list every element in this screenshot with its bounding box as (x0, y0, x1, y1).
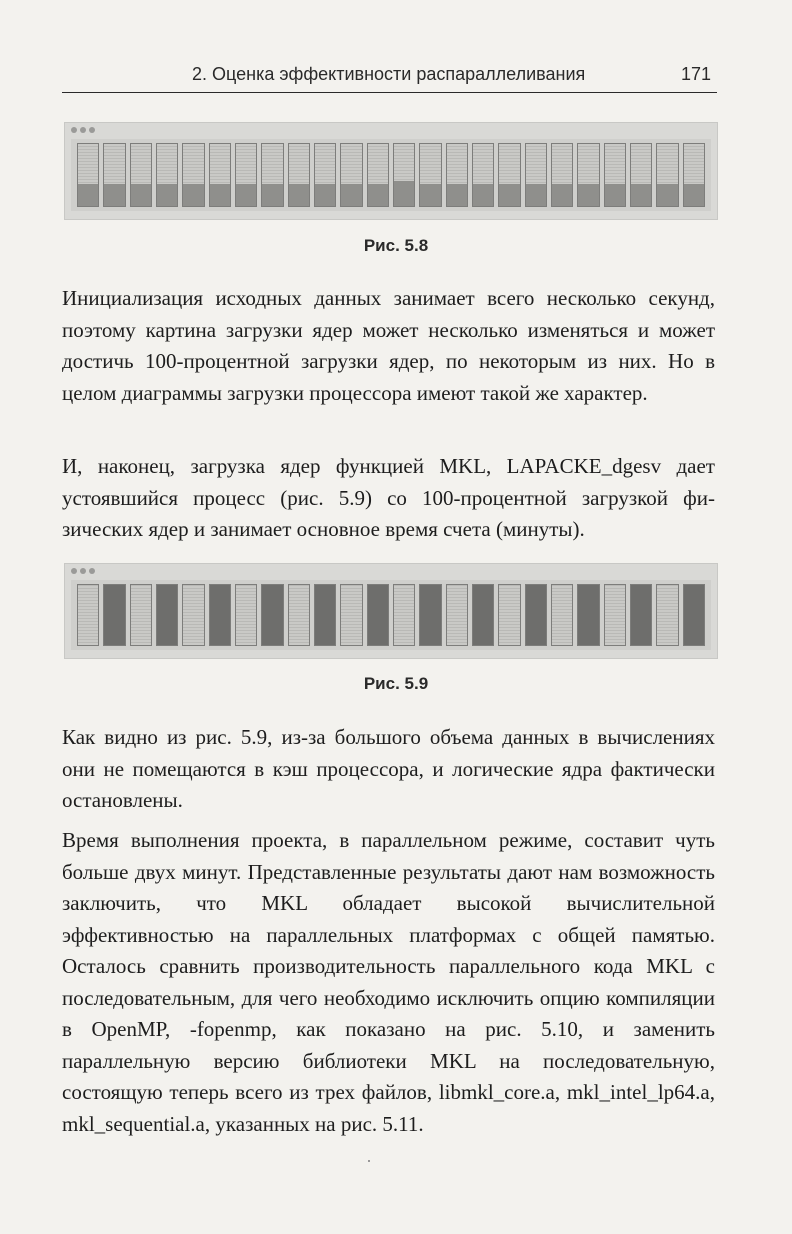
core-load-bar (472, 584, 494, 646)
page-number: 171 (680, 64, 711, 84)
figure-5-9-caption: Рис. 5.9 (363, 674, 429, 693)
core-load-bar (182, 584, 204, 646)
core-load-fill (420, 585, 440, 645)
core-load-fill (183, 184, 203, 206)
core-load-bar (261, 584, 283, 646)
paragraph-execution-time: Время выполнения проекта, в параллельном режиме, составит чуть больше двух минут. Представленные результаты дают нам возможность заключить, что MKL обладает высокой вычислительной эффективностью на параллельных платформах с общей памятью. Осталось сравнить производительность параллельного кода MKL с последовательным, для чего необходимо исключить опцию компиляции в OpenMP, -fopenmp, как показано на рис. 5.10, и заменить параллельную версию библиотеки MKL на последовательную, состоящую теперь всего из трех файлов, libmkl_core.a, mkl_intel_lp64.a, mkl_sequential.a, указанных на рис. 5.11. (62, 828, 715, 1136)
core-load-fill (526, 184, 546, 206)
core-load-bar (604, 584, 626, 646)
core-load-bar (340, 143, 362, 207)
core-load-bar (340, 584, 362, 646)
core-load-bar (630, 143, 652, 207)
core-load-fill (473, 184, 493, 206)
core-load-fill (236, 184, 256, 206)
core-load-bar (630, 584, 652, 646)
core-load-bar (577, 584, 599, 646)
core-load-bar (472, 143, 494, 207)
core-load-bar (103, 143, 125, 207)
core-load-bar (130, 584, 152, 646)
core-load-fill (447, 184, 467, 206)
core-load-bars (71, 580, 711, 650)
core-load-bars (71, 139, 711, 211)
core-load-fill (657, 184, 677, 206)
core-load-bar (577, 143, 599, 207)
core-load-bar (314, 143, 336, 207)
running-header (62, 58, 717, 93)
core-load-bar (498, 584, 520, 646)
core-load-fill (684, 184, 704, 206)
core-load-bar (288, 143, 310, 207)
core-load-fill (394, 181, 414, 206)
core-load-bar (446, 143, 468, 207)
core-load-bar (683, 584, 705, 646)
core-load-bar (182, 143, 204, 207)
core-load-bar (314, 584, 336, 646)
core-load-fill (631, 184, 651, 206)
core-load-fill (578, 184, 598, 206)
core-load-fill (78, 184, 98, 206)
window-controls (71, 127, 95, 133)
core-load-bar (103, 584, 125, 646)
core-load-bar (130, 143, 152, 207)
core-load-bar (367, 143, 389, 207)
core-load-fill (289, 184, 309, 206)
core-load-bar (604, 143, 626, 207)
core-load-bar (656, 143, 678, 207)
window-controls (71, 568, 95, 574)
core-load-fill (420, 184, 440, 206)
paragraph-cache: Как видно из рис. 5.9, из-за большого объема данных в вычислениях они не помещаются в кэш процессора, и логические ядра фактически остановлены. (62, 725, 715, 812)
core-load-fill (578, 585, 598, 645)
core-load-fill (104, 184, 124, 206)
core-load-fill (315, 184, 335, 206)
core-load-fill (131, 184, 151, 206)
figure-5-8-caption: Рис. 5.8 (363, 236, 429, 255)
core-load-fill (104, 585, 124, 645)
core-load-bar (156, 143, 178, 207)
core-load-bar (209, 584, 231, 646)
core-load-bar (393, 143, 415, 207)
core-load-bar (525, 143, 547, 207)
core-load-fill (526, 585, 546, 645)
core-load-bar (367, 584, 389, 646)
core-load-bar (683, 143, 705, 207)
core-load-bar (235, 584, 257, 646)
core-load-bar (393, 584, 415, 646)
paragraph-initialization: Инициализация исходных данных занимает всего несколько секунд, поэтому картина загрузки ядер может несколько изменяться и может достичь 100-процентной загрузки ядер, по некоторым из них. Но в целом диаграммы загрузки процессора имеют такой же характер. (62, 286, 715, 405)
core-load-fill (157, 184, 177, 206)
core-load-bar (261, 143, 283, 207)
core-load-fill (262, 184, 282, 206)
core-load-bar (498, 143, 520, 207)
core-load-bar (77, 584, 99, 646)
core-load-bar (656, 584, 678, 646)
core-load-bar (209, 143, 231, 207)
core-load-bar (77, 143, 99, 207)
core-load-fill (262, 585, 282, 645)
core-load-bar (235, 143, 257, 207)
core-load-fill (210, 585, 230, 645)
core-load-fill (368, 184, 388, 206)
core-load-fill (552, 184, 572, 206)
figure-5-8-cpu-load (64, 122, 718, 220)
core-load-fill (473, 585, 493, 645)
page-speck (368, 1160, 370, 1162)
core-load-bar (551, 143, 573, 207)
core-load-fill (631, 585, 651, 645)
core-load-bar (419, 584, 441, 646)
core-load-bar (525, 584, 547, 646)
core-load-bar (419, 143, 441, 207)
core-load-bar (156, 584, 178, 646)
core-load-fill (315, 585, 335, 645)
core-load-fill (605, 184, 625, 206)
section-title: 2. Оценка эффективности распараллеливания (192, 64, 586, 84)
core-load-fill (499, 184, 519, 206)
figure-5-9-cpu-load (64, 563, 718, 659)
core-load-bar (288, 584, 310, 646)
core-load-fill (684, 585, 704, 645)
paragraph-mkl-load: И, наконец, загрузка ядер функцией MKL, LAPACKE_dgesv дает устоявшийся процесс (рис. 5.9) со 100-процентной загрузкой физических ядер и занимает основное время счета (минуты). (62, 454, 715, 541)
core-load-fill (341, 184, 361, 206)
core-load-fill (157, 585, 177, 645)
core-load-fill (368, 585, 388, 645)
core-load-bar (551, 584, 573, 646)
core-load-fill (210, 184, 230, 206)
core-load-bar (446, 584, 468, 646)
